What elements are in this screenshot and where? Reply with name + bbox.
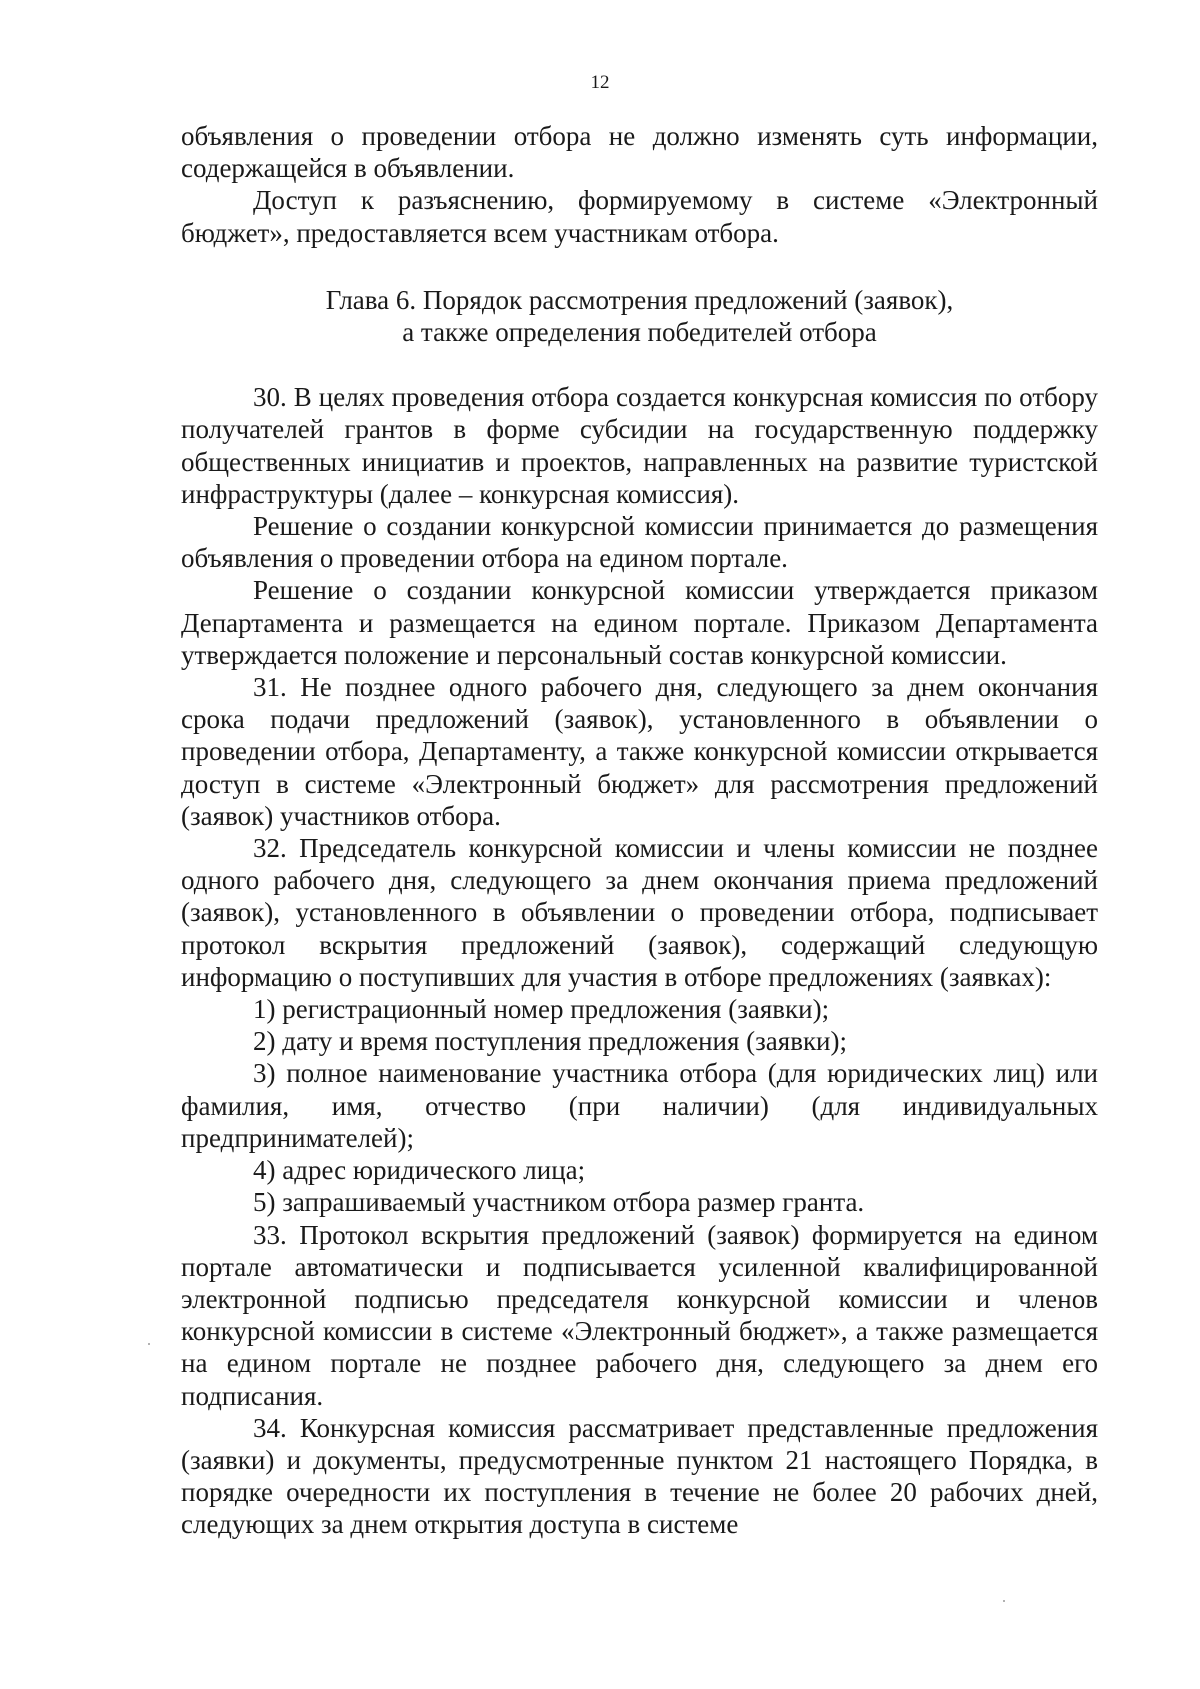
scan-speck bbox=[1003, 1600, 1005, 1602]
paragraph-continuation: объявления о проведении отбора не должно изменять суть информации, содержащейся в объявлении. bbox=[181, 121, 1098, 184]
chapter-heading-line-1: Глава 6. Порядок рассмотрения предложений (заявок), bbox=[325, 284, 954, 315]
list-item-2: 2) дату и время поступления предложения (заявки); bbox=[253, 1026, 847, 1057]
paragraph-clarification-access: Доступ к разъяснению, формируемому в системе «Электронный бюджет», предоставляется всем участникам отбора. bbox=[181, 185, 1098, 248]
paragraph-commission-order: Решение о создании конкурсной комиссии утверждается приказом Департамента и размещается на едином портале. Приказом Департамента утверждается положение и персональный состав конкурсной комиссии. bbox=[181, 575, 1098, 670]
paragraph-clause-34: 34. Конкурсная комиссия рассматривает представленные предложения (заявки) и документы, предусмотренные пунктом 21 настоящего Порядка, в порядке очередности их поступления в течение не более 20 рабочих дней, следующих за днем открытия доступа в системе bbox=[181, 1412, 1098, 1540]
chapter-heading-line-2: а также определения победителей отбора bbox=[402, 317, 877, 348]
paragraph-commission-decision: Решение о создании конкурсной комиссии принимается до размещения объявления о проведении отбора на едином портале. bbox=[181, 511, 1098, 574]
paragraph-clause-31: 31. Не позднее одного рабочего дня, следующего за днем окончания срока подачи предложений (заявок), установленного в объявлении о проведении отбора, Департаменту, а также конкурсной комиссии открывается доступ в системе «Электронный бюджет» для рассмотрения предложений (заявок) участников отбора. bbox=[181, 672, 1098, 831]
list-item-4: 4) адрес юридического лица; bbox=[253, 1155, 586, 1186]
paragraph-clause-30: 30. В целях проведения отбора создается конкурсная комиссия по отбору получателей грантов в форме субсидии на государственную поддержку общественных инициатив и проектов, направленных на развитие туристской инфраструктуры (далее – конкурсная комиссия). bbox=[181, 382, 1098, 509]
page-number: 12 bbox=[590, 72, 610, 93]
paragraph-clause-33: 33. Протокол вскрытия предложений (заявок) формируется на едином портале автоматически и подписывается усиленной квалифицированной электронной подписью председателя конкурсной комиссии и членов конкурсной комиссии в системе «Электронный бюджет», а также размещается на едином портале не позднее рабочего дня, следующего за днем его подписания. bbox=[181, 1219, 1098, 1411]
document-body bbox=[181, 120, 1098, 1541]
paragraph-clause-32: 32. Председатель конкурсной комиссии и члены комиссии не позднее одного рабочего дня, следующего за днем окончания приема предложений (заявок), установленного в объявлении о проведении отбора, подписывает протокол вскрытия предложений (заявок), содержащий следующую информацию о поступивших для участия в отборе предложениях (заявках): bbox=[181, 833, 1098, 992]
scan-speck bbox=[148, 1343, 150, 1345]
list-item-5: 5) запрашиваемый участником отбора размер гранта. bbox=[253, 1187, 865, 1218]
list-item-3: 3) полное наименование участника отбора (для юридических лиц) или фамилия, имя, отчество (при наличии) (для индивидуальных предпринимателей); bbox=[181, 1058, 1098, 1153]
chapter-heading bbox=[181, 284, 1098, 348]
list-item-1: 1) регистрационный номер предложения (заявки); bbox=[253, 994, 830, 1025]
